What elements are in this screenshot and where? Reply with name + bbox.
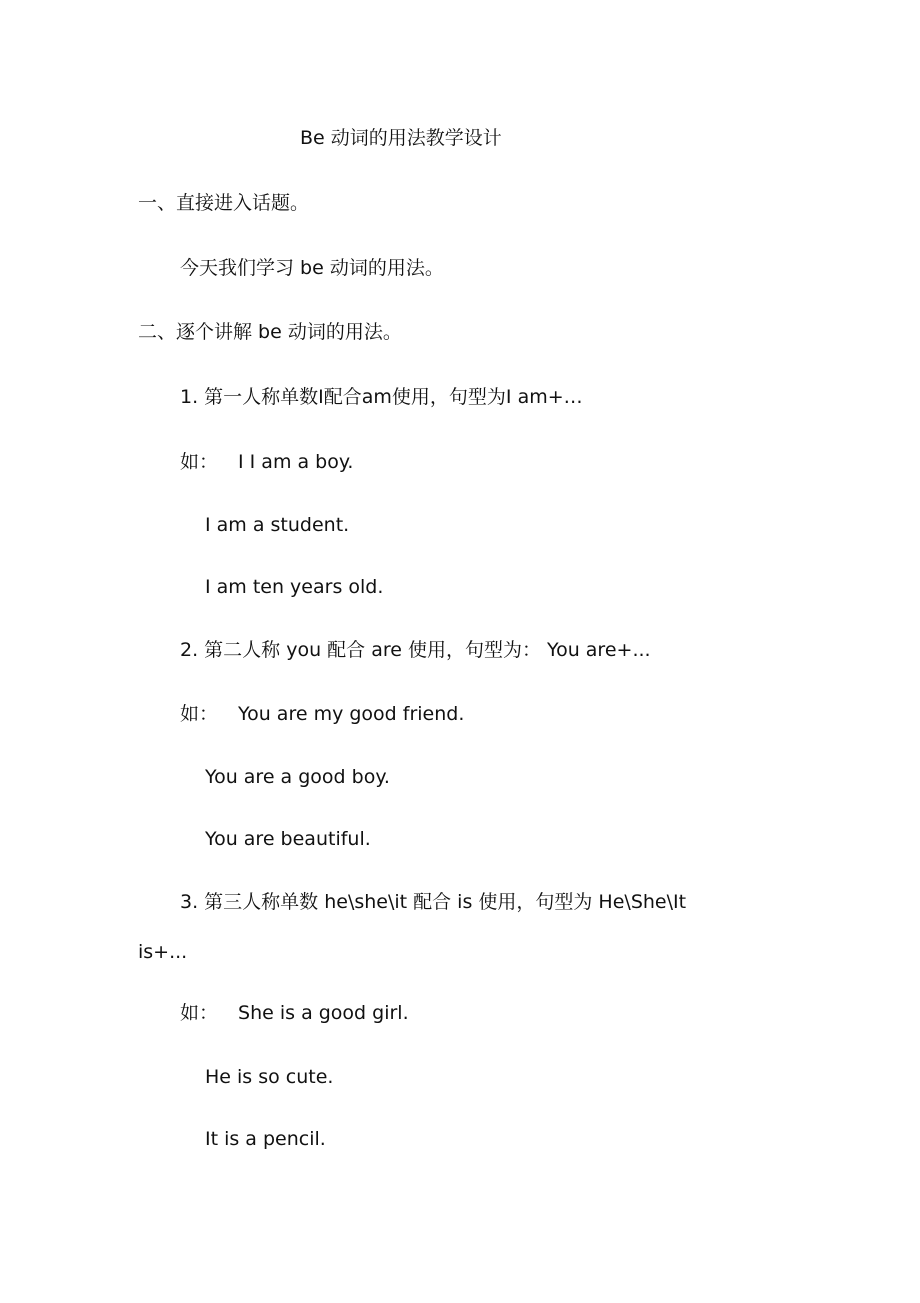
- document-title: Be 动词的用法教学设计: [300, 127, 502, 149]
- example-prefix: 如：: [180, 1002, 219, 1024]
- example-sentence: You are beautiful.: [205, 828, 371, 850]
- rule3-example-line: [180, 1001, 409, 1025]
- example-sentence: He is so cute.: [205, 1066, 334, 1088]
- example-sentence: I am ten years old.: [205, 576, 384, 598]
- example-sentence: She is a good girl.: [238, 1002, 409, 1024]
- example-sentence: I am a student.: [205, 514, 350, 536]
- rule3-text-line1: 3. 第三人称单数 he\she\it 配合 is 使用，句型为 He\She\It: [180, 891, 687, 913]
- example-sentence: It is a pencil.: [205, 1128, 326, 1150]
- rule1-example-line: [180, 450, 353, 474]
- section1-heading: 一、直接进入话题。: [138, 192, 310, 214]
- example-sentence: You are my good friend.: [238, 703, 465, 725]
- example-prefix: 如：: [180, 451, 219, 473]
- example-sentence: I I am a boy.: [238, 451, 354, 473]
- section1-text: 今天我们学习 be 动词的用法。: [180, 257, 444, 279]
- rule2-text: 2. 第二人称 you 配合 are 使用，句型为： You are+...: [180, 639, 651, 661]
- example-sentence: You are a good boy.: [205, 766, 390, 788]
- rule3-text-line2: is+...: [138, 941, 188, 963]
- example-prefix: 如：: [180, 703, 219, 725]
- rule2-example-line: [180, 702, 464, 726]
- section2-heading: 二、逐个讲解 be 动词的用法。: [138, 321, 402, 343]
- rule1-text: 1. 第一人称单数I配合am使用，句型为I am+…: [180, 386, 583, 408]
